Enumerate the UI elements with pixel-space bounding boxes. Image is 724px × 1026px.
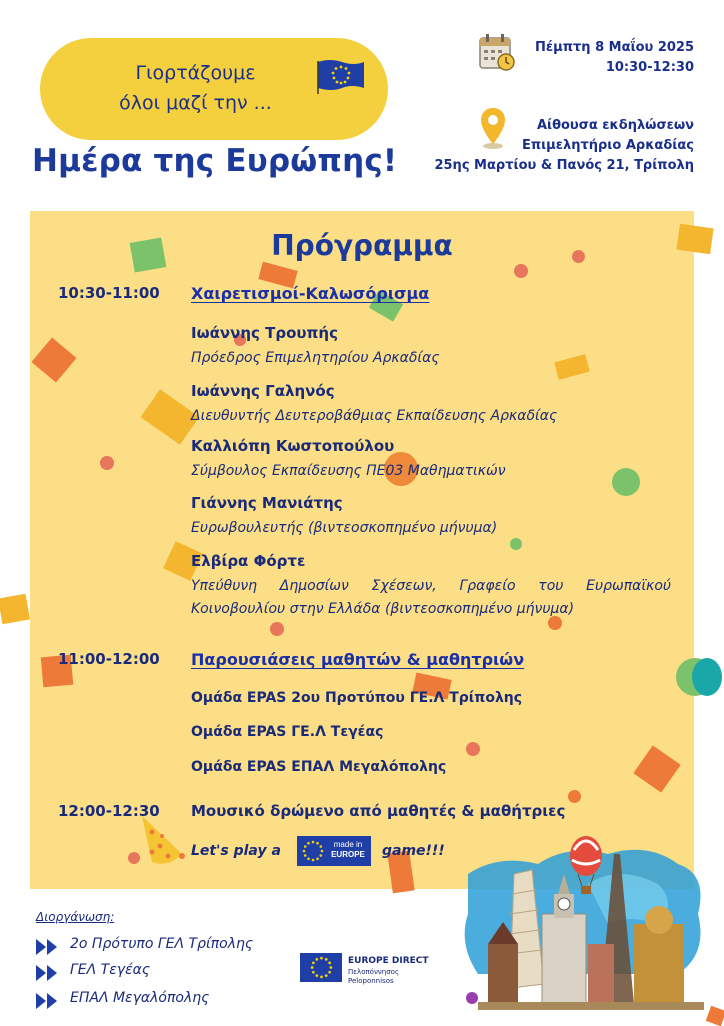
region-line-2: Peloponnisos: [348, 977, 394, 985]
organizer-item: ΓΕΛ Τεγέας: [70, 962, 151, 978]
double-chevron-icon: [36, 939, 62, 955]
group-item: Ομάδα EPAS ΕΠΑΛ Μεγαλόπολης: [191, 759, 447, 775]
party-hat-icon: [138, 812, 186, 870]
date-text: Πέμπτη 8 Μαΐου 2025: [535, 40, 694, 55]
badge-line-2: EUROPE: [331, 850, 365, 859]
block2-time: 11:00-12:00: [58, 650, 160, 668]
pill-line-1: Γιορτάζουμε: [135, 62, 256, 84]
header-pill-text: [88, 58, 303, 118]
speaker-name: Ελβίρα Φόρτε: [191, 552, 306, 570]
block1-time: 10:30-11:00: [58, 284, 160, 302]
event-venue: [420, 116, 694, 176]
block3-heading: Μουσικό δρώμενο από μαθητές & μαθήτριες: [191, 802, 566, 820]
speaker-name: Γιάννης Μανιάτης: [191, 494, 343, 512]
confetti-dot: [100, 456, 114, 470]
europe-landmarks-illustration: [458, 834, 724, 1024]
organizer-item: 2ο Πρότυπο ΓΕΛ Τρίπολης: [70, 936, 254, 952]
confetti-dot: [466, 742, 480, 756]
calendar-icon: [478, 32, 516, 72]
confetti-dot: [270, 622, 284, 636]
europe-direct-name: EUROPE DIRECT: [348, 956, 429, 966]
badge-line-1: made in: [333, 840, 363, 849]
speaker-role: Υπεύθυνη Δημοσίων Σχέσεων, Γραφείο του Ευρωπαϊκού: [191, 578, 671, 594]
page-title: Ημέρα της Ευρώπης!: [32, 143, 398, 179]
confetti-dot: [548, 616, 562, 630]
organizer-item: ΕΠΑΛ Μεγαλόπολης: [70, 990, 210, 1006]
eu-flag-icon: [316, 58, 366, 94]
eu-stars-icon: [301, 839, 325, 863]
confetti-square: [0, 594, 30, 624]
confetti-dot: [514, 264, 528, 278]
speaker-role: Πρόεδρος Επιμελητηρίου Αρκαδίας: [191, 350, 440, 366]
block3-time: 12:00-12:30: [58, 802, 160, 820]
pill-line-2: όλοι μαζί την ...: [119, 92, 272, 114]
play-text-after: game!!!: [382, 843, 445, 859]
speaker-role: Ευρωβουλευτής (βιντεοσκοπημένο μήνυμα): [191, 520, 498, 536]
speaker-role-cont: Κοινοβουλίου στην Ελλάδα (βιντεοσκοπημένο μήνυμα): [191, 601, 575, 617]
speaker-name: Ιωάννης Τρουπής: [191, 324, 338, 342]
speaker-name: Ιωάννης Γαληνός: [191, 382, 335, 400]
confetti-dot: [568, 790, 581, 803]
venue-line-1: Αίθουσα εκδηλώσεων: [536, 118, 694, 133]
program-title: Πρόγραμμα: [271, 229, 453, 262]
europe-direct-region: [348, 968, 399, 986]
confetti-dot: [466, 992, 478, 1004]
event-date: [524, 38, 694, 78]
confetti-dot: [510, 538, 522, 550]
double-chevron-icon: [36, 993, 62, 1009]
block2-heading: Παρουσιάσεις μαθητών & μαθητριών: [191, 650, 525, 669]
confetti-dot: [692, 658, 722, 696]
block1-heading: Χαιρετισμοί-Καλωσόρισμα: [191, 284, 430, 303]
venue-line-3: 25ης Μαρτίου & Πανός 21, Τρίπολη: [434, 158, 694, 173]
speaker-role: Σύμβουλος Εκπαίδευσης ΠΕ03 Μαθηματικών: [191, 463, 506, 479]
region-line-1: Πελοπόννησος: [348, 968, 400, 976]
group-item: Ομάδα EPAS 2ου Προτύπου ΓΕ.Λ Τρίπολης: [191, 690, 523, 706]
badge-text: [327, 840, 369, 860]
play-text-before: Let's play a: [191, 843, 281, 859]
double-chevron-icon: [36, 965, 62, 981]
eu-stars-icon: [309, 955, 334, 980]
time-text: 10:30-12:30: [605, 60, 694, 75]
group-item: Ομάδα EPAS ΓΕ.Λ Τεγέας: [191, 724, 384, 740]
organizers-title: Διοργάνωση:: [36, 910, 115, 924]
confetti-dot: [612, 468, 640, 496]
program-panel: [30, 211, 694, 889]
made-in-europe-badge: [297, 836, 371, 866]
europe-direct-logo: [300, 953, 342, 982]
speaker-name: Καλλιόπη Κωστοπούλου: [191, 437, 395, 455]
speaker-role: Διευθυντής Δευτεροβάθμιας Εκπαίδευσης Αρκαδίας: [191, 408, 558, 424]
venue-line-2: Επιμελητήριο Αρκαδίας: [521, 138, 694, 153]
